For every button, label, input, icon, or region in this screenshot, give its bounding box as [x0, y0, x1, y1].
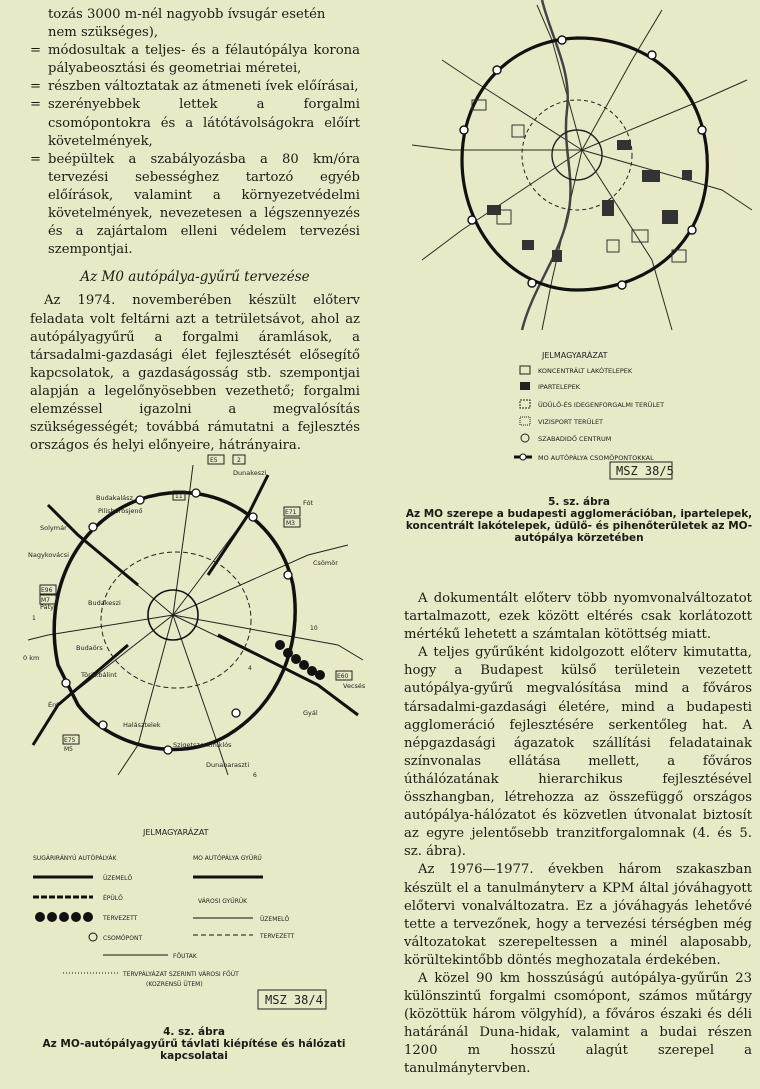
legend-item: (KOZRENSÜ ÜTEM) — [146, 981, 203, 988]
legend-item: MO AUTÓPÁLYA GYŰRŰ — [193, 855, 262, 862]
legend-item: FŐUTAK — [173, 953, 197, 960]
figure-5-caption — [398, 496, 760, 544]
intro-line: tozás 3000 m-nél nagyobb ívsugár esetén — [48, 7, 326, 22]
place-label: Nagykovácsi — [28, 551, 69, 559]
road-label: E96 — [41, 587, 53, 594]
list-item: = beépültek a szabályozásba a 80 km/óra tervezési sebességhez tartozó egyéb előírások, valamint a környezetvédelmi követelmények, nevezetesen a légszennyezés és a zajártalom elleni védelem tervezési szempontjai. — [30, 151, 360, 260]
legend-item: SUGÁRIRÁNYÚ AUTÓPÁLYÁK — [33, 855, 117, 862]
figure-4-number: 4. sz. ábra — [163, 1026, 225, 1038]
figure-4-text: Az MO-autópályagyűrű távlati kiépítése és hálózati kapcsolatai — [42, 1038, 346, 1062]
legend-item: KONCENTRÁLT LAKÓTELEPEK — [538, 367, 633, 375]
place-label: Budakeszi — [88, 599, 121, 607]
place-label: Pilisborosjenő — [98, 507, 143, 515]
body-paragraph: A teljes gyűrűként kidolgozott előterv kimutatta, hogy a Budapest külső területein vezetett autópálya-gyűrű megvalósítása mind a főváros társadalmi-gazdasági életére, mind a budapesti agglomeráció fejlesztésére serkentőleg hat. A népgazdasági ágazatok szállítási feladatainak színvonalas ellátása mellett, a főváros úthálózatának hierarchikus fejlesztésével összhangban, létrehozza az összefüggő országos autópálya-hálózatot és közvetlen útvonalat biztosít az egyre jelentősebb tranzitforgalomnak (4. és 5. sz. ábra). — [404, 645, 752, 860]
legend-item: TERVEZETT — [260, 933, 295, 940]
body-paragraph: Az 1976—1977. években három szakaszban készült el a tanulmányterv a KPM által jóváhagyott előtervi vonalváltozatra. Ez a jóváhagyás lehetővé tette a tervezőnek, hogy a tervezési térségben még változatokat szerepeltessen a minél alaposabb, körültekintőbb döntés meghozatala érdekében. — [404, 862, 752, 968]
road-label: M3 — [286, 520, 295, 527]
legend-item: TERVPÁLYÁZAT SZERINTI VÁROSI FŐÚT — [123, 971, 239, 978]
legend-item: ÜZEMELŐ — [260, 916, 290, 923]
list-item: = módosultak a teljes- és a félautópálya korona pályabeosztási és geometriai méretei, — [30, 42, 360, 78]
figure-4-caption — [14, 1026, 374, 1062]
left-column-text — [30, 6, 360, 455]
mo-ring — [462, 38, 707, 290]
place-label: Budaörs — [76, 644, 103, 652]
road-label: 4 — [248, 665, 252, 672]
road-label: 11 — [175, 493, 183, 500]
place-label: Törökbálint — [81, 671, 117, 679]
road-label: 2 — [237, 457, 241, 464]
place-label: Szigetszentmiklós — [173, 741, 232, 749]
figure-5-map — [402, 0, 758, 495]
road-label: E60 — [337, 673, 349, 680]
legend-item: VÁROSI GYŰRŰK — [198, 898, 248, 905]
legend-item: MO AUTÓPÁLYA CSOMÓPONTOKKAL — [538, 454, 654, 462]
legend-item: CSOMÓPONT — [103, 935, 143, 942]
figure-5-drawing — [402, 0, 758, 495]
road-label: M5 — [64, 746, 73, 753]
place-label: Dunaharaszti — [206, 761, 250, 769]
place-label: Vecsés — [343, 682, 366, 690]
legend-item: VIZISPORT TERÜLET — [538, 418, 604, 426]
place-label: Budakalász — [96, 494, 133, 502]
figure-4-drawing — [18, 445, 388, 1025]
road-label: 10 — [310, 625, 318, 632]
list-item: = részben változtatak az átmeneti ívek előírásai, — [30, 78, 360, 96]
road-label: E5 — [210, 457, 218, 464]
figure-4-map — [18, 445, 388, 1025]
road-label: E75 — [64, 737, 76, 744]
figure-5-stamp: MSZ 38/5 — [616, 464, 674, 478]
km-label: 0 km — [23, 654, 40, 662]
place-label: Érd — [48, 701, 59, 709]
place-label: Csömör — [313, 559, 338, 567]
place-label: Páty — [40, 603, 55, 611]
road-label: 6 — [253, 772, 257, 779]
body-paragraph: Az 1974. novemberében készült előterv feladata volt feltárni azt a tetrületsávot, ahol az autópályagyűrű a forgalmi áramlások, a társadalmi-gazdasági élet fejlesztését elősegítő kapcsolatok, a gazdaságosság stb. szempontjai alapján a legelőnyösebben vezethető; forgalmi elemzéssel igazolni a megvalósítás szükségességét; továbbá rámutatni a fejlesztés országos és helyi előnyeire, hátrányaira. — [30, 293, 360, 454]
right-column-text — [404, 590, 752, 1079]
body-paragraph: A közel 90 km hosszúságú autópálya-gyűrűn 23 különszintű forgalmi csomópont, számos műtárgy (közöttük három völgyhíd), a főváros északi és déli határánál Duna-hidak, valamint a budai részen 1200 m hosszú alagút szerepel a tanulmánytervben. — [404, 970, 752, 1077]
figure-5-number: 5. sz. ábra — [548, 496, 610, 508]
figure-4-stamp: MSZ 38/4 — [265, 993, 323, 1007]
list-item: = szerényebbek lettek a forgalmi csomópontokra és a látótávolságokra előírt követelmények, — [30, 96, 360, 150]
road-label: M7 — [41, 597, 50, 604]
road-label: E71 — [285, 509, 297, 516]
legend-item: ÜDÜLŐ-ÉS IDEGENFORGALMI TERÜLET — [538, 401, 665, 409]
legend-item: SZABADIDŐ CENTRUM — [538, 435, 612, 443]
place-label: Gyál — [303, 709, 318, 717]
place-label: Dunakeszi — [233, 469, 267, 477]
legend-title: JELMAGYARÁZAT — [542, 351, 608, 360]
place-label: Solymár — [40, 524, 67, 532]
body-paragraph: A dokumentált előterv több nyomvonalváltozatot tartalmazott, ezek között eltérés csak korlátozott mértékű lehetett a számtalan kötöttség miatt. — [404, 591, 752, 643]
legend-item: ÉPÜLŐ — [103, 895, 123, 902]
intro-line: nem szükséges), — [48, 25, 159, 41]
legend-item: IPARTELEPEK — [538, 383, 581, 391]
figure-5-text: Az MO szerepe a budapesti agglomerációban, ipartelepek, koncentrált lakótelepek, üdülő- és pihenőterületek az MO-autópálya körzetében — [405, 508, 753, 544]
legend-item: ÜZEMELŐ — [103, 875, 133, 882]
legend-item: TERVEZETT — [103, 915, 138, 922]
road-label: 1 — [32, 615, 36, 622]
section-heading: Az M0 autópálya-gyűrű tervezése — [80, 269, 310, 286]
legend-title: JELMAGYARÁZAT — [143, 828, 209, 837]
place-label: Fót — [303, 499, 314, 507]
place-label: Halásztelek — [123, 721, 161, 729]
